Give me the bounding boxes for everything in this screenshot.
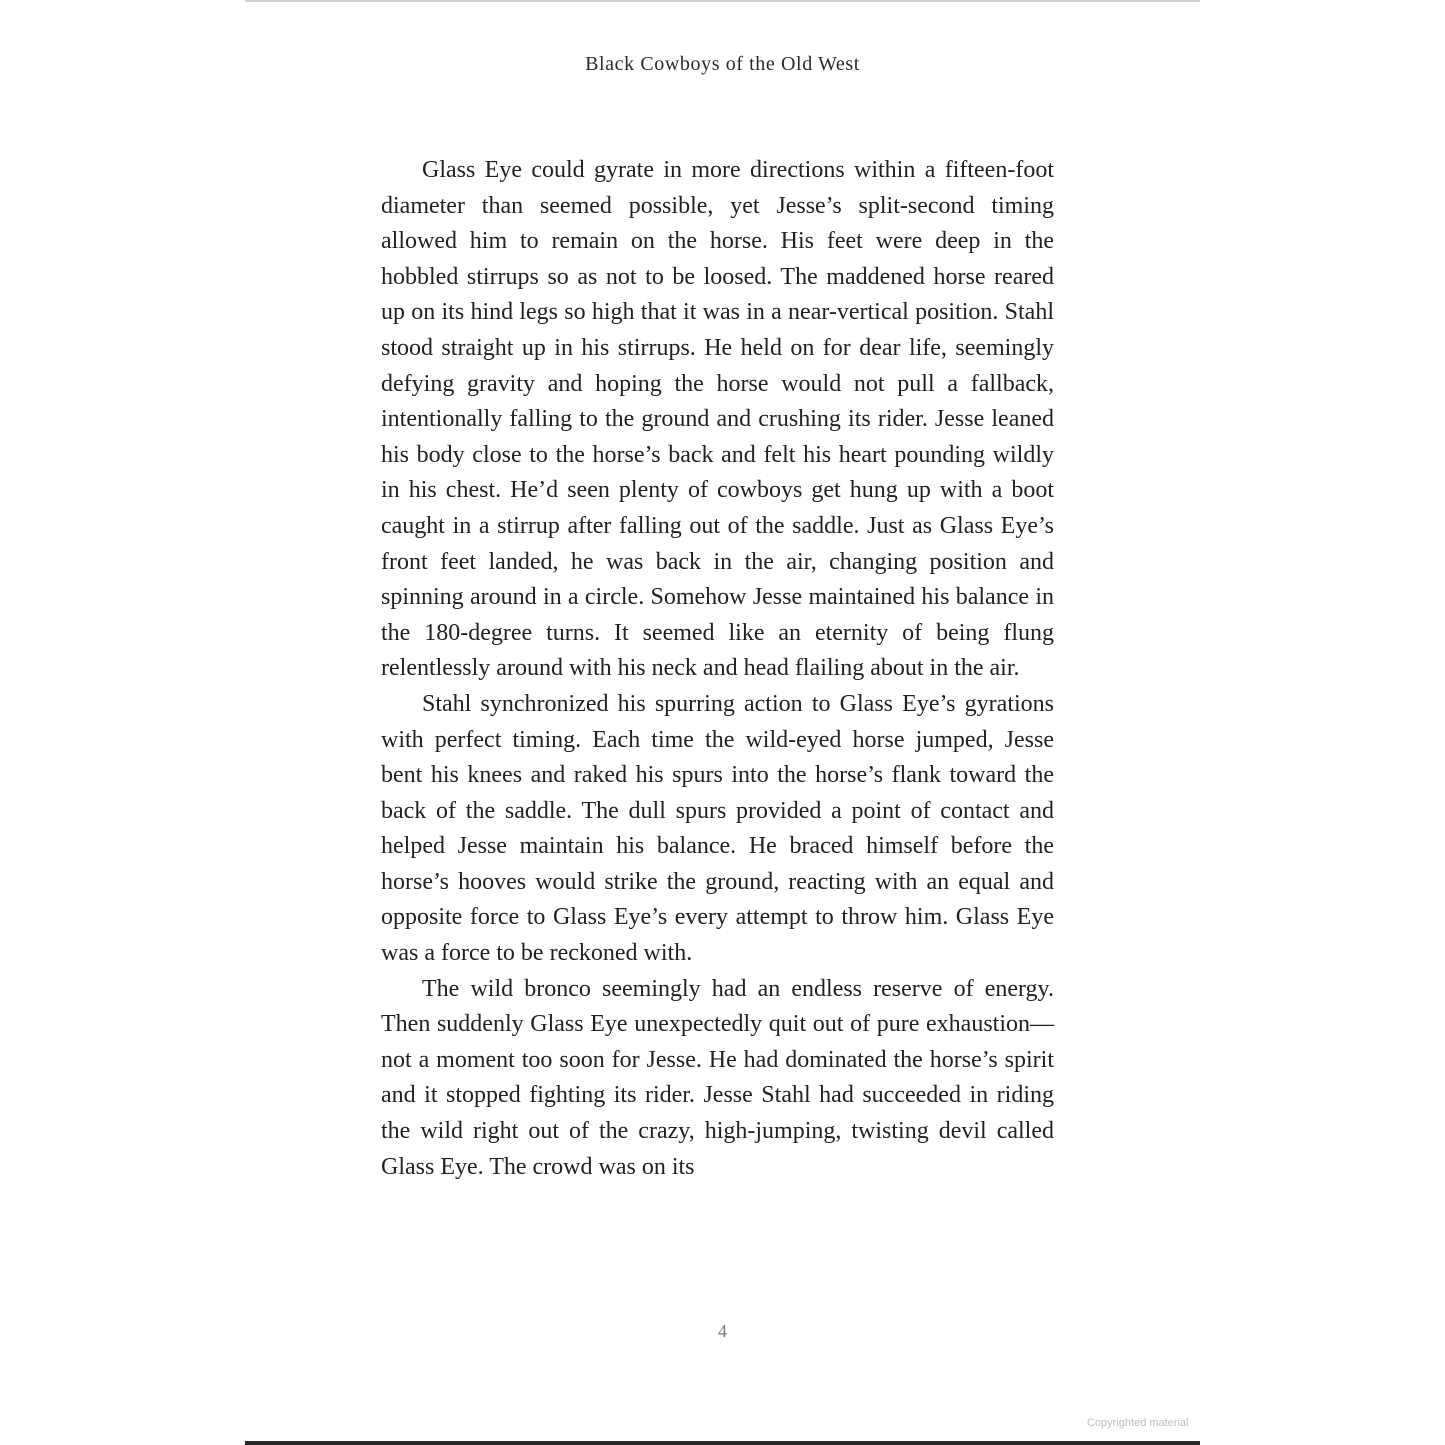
paragraph: Stahl synchronized his spurring action to Glass Eye’s gyrations with perfect timing. Each time the wild-eyed horse jumped, Jesse bent his knees and raked his spurs into the horse’s flank toward the back of the saddle. The dull spurs provided a point of contact and helped Jesse maintain his balance. He braced himself before the horse’s hooves would strike the ground, reacting with an equal and opposite force to Glass Eye’s every attempt to throw him. Glass Eye was a force to be reckoned with. (381, 690, 1054, 967)
body-text (381, 153, 1054, 1185)
running-head: Black Cowboys of the Old West (585, 53, 860, 75)
page-top-edge (245, 0, 1200, 2)
copyright-watermark: Copyrighted material (1087, 1417, 1189, 1429)
paragraph: Glass Eye could gyrate in more directions within a fifteen-foot diameter than seemed possible, yet Jesse’s split-second timing allowed him to remain on the horse. His feet were deep in the hobbled stirrups so as not to be loosed. The maddened horse reared up on its hind legs so high that it was in a near-vertical position. Stahl stood straight up in his stirrups. He held on for dear life, seemingly defying gravity and hoping the horse would not pull a fallback, intentionally falling to the ground and crushing its rider. Jesse leaned his body close to the horse’s back and felt his heart pounding wildly in his chest. He’d seen plenty of cowboys get hung up with a boot caught in a stirrup after falling out of the saddle. Just as Glass Eye’s front feet landed, he was back in the air, changing position and spinning around in a circle. Somehow Jesse maintained his balance in the 180-degree turns. It seemed like an eternity of being flung relentlessly around with his neck and head flailing about in the air. (381, 157, 1054, 682)
page-number: 4 (718, 1321, 727, 1341)
page-bottom-edge (245, 1441, 1200, 1445)
paragraph: The wild bronco seemingly had an endless reserve of energy. Then suddenly Glass Eye unexpectedly quit out of pure exhaustion—not a moment too soon for Jesse. He had dominated the horse’s spirit and it stopped fighting its rider. Jesse Stahl had succeeded in riding the wild right out of the crazy, high-jumping, twisting devil called Glass Eye. The crowd was on its (381, 975, 1054, 1180)
